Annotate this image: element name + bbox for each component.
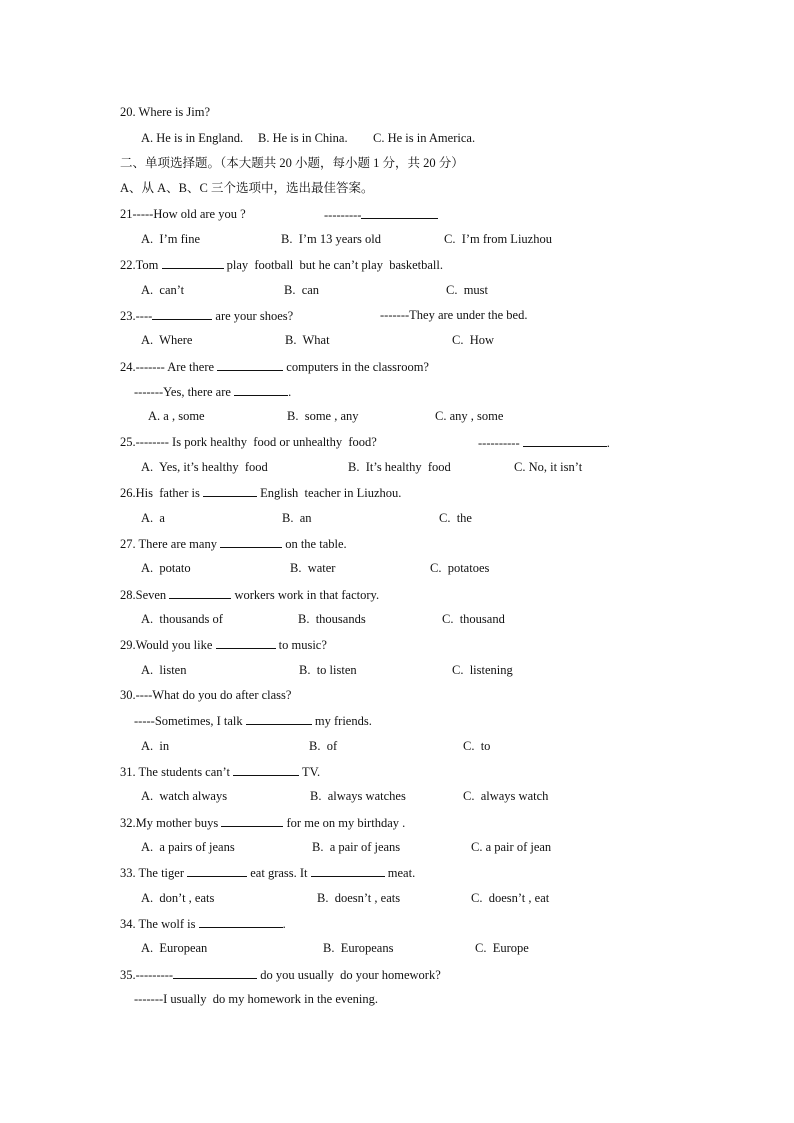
option-26-c: C. the xyxy=(439,511,472,525)
answer-blank[interactable] xyxy=(199,915,283,928)
question-24-stem: 24.------- Are there computers in the classroom? xyxy=(120,360,429,374)
option-33-c: C. doesn’t , eat xyxy=(471,891,550,905)
option-25-c: C. No, it isn’t xyxy=(514,460,583,474)
answer-blank[interactable] xyxy=(152,307,212,320)
answer-blank[interactable] xyxy=(173,966,257,979)
question-35-stem: 35.--------- do you usually do your homework? xyxy=(120,968,441,982)
option-31-c: C. always watch xyxy=(463,789,549,803)
option-20-a: A. He is in England. xyxy=(141,131,244,145)
answer-blank[interactable] xyxy=(221,814,283,827)
option-30-c: C. to xyxy=(463,739,491,753)
question-22-stem: 22.Tom play football but he can’t play basketball. xyxy=(120,258,444,272)
question-27-stem: 27. There are many on the table. xyxy=(120,537,347,551)
question-34-stem: 34. The wolf is . xyxy=(120,917,286,931)
answer-blank[interactable] xyxy=(311,864,385,877)
option-21-c: C. I’m from Liuzhou xyxy=(444,232,552,246)
option-28-a: A. thousands of xyxy=(141,612,223,626)
option-31-a: A. watch always xyxy=(141,789,228,803)
option-24-a: A. a , some xyxy=(148,409,205,423)
question-20-stem: 20. Where is Jim? xyxy=(120,105,211,119)
option-29-b: B. to listen xyxy=(299,663,357,677)
answer-blank[interactable] xyxy=(234,383,288,396)
question-26-stem: 26.His father is English teacher in Liuzhou. xyxy=(120,486,402,500)
option-32-b: B. a pair of jeans xyxy=(312,840,401,854)
question-23-stem: 23.---- are your shoes? xyxy=(120,309,294,323)
question-23-reply: -------They are under the bed. xyxy=(380,308,528,322)
option-28-c: C. thousand xyxy=(442,612,505,626)
question-33-stem: 33. The tiger eat grass. It meat. xyxy=(120,866,416,880)
option-32-a: A. a pairs of jeans xyxy=(141,840,235,854)
answer-blank[interactable] xyxy=(217,358,283,371)
answer-blank[interactable] xyxy=(216,636,276,649)
option-30-b: B. of xyxy=(309,739,338,753)
answer-blank[interactable] xyxy=(220,535,282,548)
question-21-stem: 21-----How old are you ? xyxy=(120,207,246,221)
option-25-a: A. Yes, it’s healthy food xyxy=(141,460,268,474)
question-24-reply: -------Yes, there are . xyxy=(134,385,292,399)
option-32-c: C. a pair of jean xyxy=(471,840,552,854)
answer-blank[interactable] xyxy=(162,256,224,269)
question-32-stem: 32.My mother buys for me on my birthday . xyxy=(120,816,406,830)
option-34-b: B. Europeans xyxy=(323,941,394,955)
option-22-b: B. can xyxy=(284,283,320,297)
option-29-c: C. listening xyxy=(452,663,513,677)
option-28-b: B. thousands xyxy=(298,612,366,626)
question-30-stem: 30.----What do you do after class? xyxy=(120,688,292,702)
question-25-reply: ---------- . xyxy=(478,436,610,450)
option-20-c: C. He is in America. xyxy=(373,131,476,145)
option-34-c: C. Europe xyxy=(475,941,529,955)
answer-blank[interactable] xyxy=(187,864,247,877)
question-31-stem: 31. The students can’t TV. xyxy=(120,765,321,779)
option-30-a: A. in xyxy=(141,739,170,753)
answer-blank[interactable] xyxy=(203,484,257,497)
question-25-stem: 25.-------- Is pork healthy food or unhealthy food? xyxy=(120,435,377,449)
option-31-b: B. always watches xyxy=(310,789,406,803)
question-35-reply: -------I usually do my homework in the evening. xyxy=(134,992,379,1006)
option-23-a: A. Where xyxy=(141,333,193,347)
option-27-c: C. potatoes xyxy=(430,561,490,575)
option-23-c: C. How xyxy=(452,333,495,347)
option-21-a: A. I’m fine xyxy=(141,232,201,246)
option-26-b: B. an xyxy=(282,511,312,525)
answer-blank[interactable] xyxy=(523,434,607,447)
option-33-b: B. doesn’t , eats xyxy=(317,891,401,905)
option-21-b: B. I’m 13 years old xyxy=(281,232,381,246)
option-23-b: B. What xyxy=(285,333,330,347)
answer-blank[interactable] xyxy=(169,586,231,599)
answer-blank[interactable] xyxy=(361,206,438,219)
option-27-a: A. potato xyxy=(141,561,191,575)
option-24-b: B. some , any xyxy=(287,409,359,423)
option-34-a: A. European xyxy=(141,941,208,955)
question-21-reply: --------- xyxy=(324,206,438,223)
question-28-stem: 28.Seven workers work in that factory. xyxy=(120,588,380,602)
answer-blank[interactable] xyxy=(233,763,299,776)
option-22-a: A. can’t xyxy=(141,283,185,297)
question-30-reply: -----Sometimes, I talk my friends. xyxy=(134,714,372,728)
option-33-a: A. don’t , eats xyxy=(141,891,215,905)
question-29-stem: 29.Would you like to music? xyxy=(120,638,327,652)
option-27-b: B. water xyxy=(290,561,336,575)
section-instruction: A、从 A、B、C 三个选项中，选出最佳答案。 xyxy=(120,181,374,195)
option-20-b: B. He is in China. xyxy=(258,131,348,145)
option-22-c: C. must xyxy=(446,283,489,297)
answer-blank[interactable] xyxy=(246,712,312,725)
option-29-a: A. listen xyxy=(141,663,187,677)
option-26-a: A. a xyxy=(141,511,165,525)
option-25-b: B. It’s healthy food xyxy=(348,460,451,474)
section-heading: 二、单项选择题。（本大题共 20 小题，每小题 1 分，共 20 分） xyxy=(120,156,464,170)
option-24-c: C. any , some xyxy=(435,409,504,423)
